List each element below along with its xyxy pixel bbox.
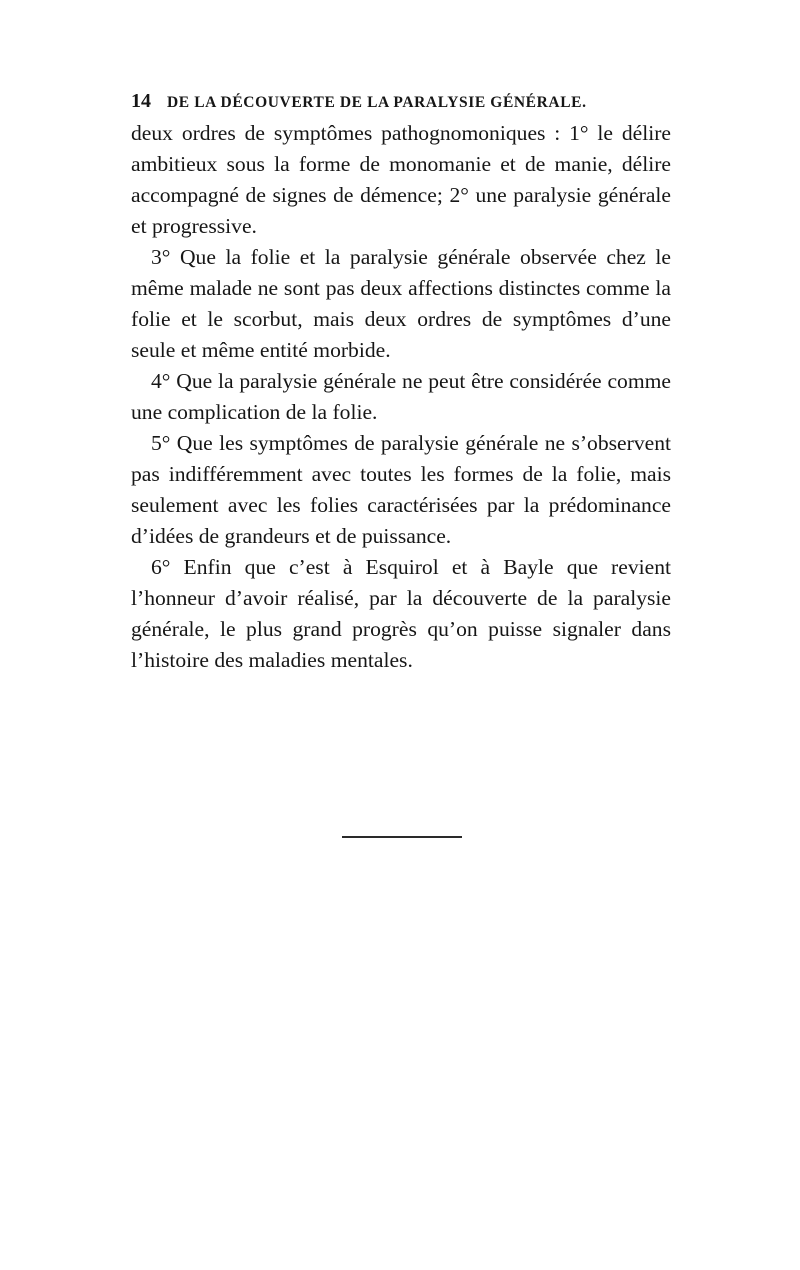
paragraph-point-4: 4° Que la paralysie générale ne peut être considérée comme une complication de la folie.	[131, 369, 671, 424]
paragraph-continuation: deux ordres de symptômes pathognomoniques : 1° le délire ambitieux sous la forme de monomanie et de manie, délire accompagné de signes de démence; 2° une paralysie générale et progressive.	[131, 121, 671, 238]
paragraph-point-5: 5° Que les symptômes de paralysie générale ne s’observent pas indifféremment avec toutes les formes de la folie, mais seulement avec les folies caractérisées par la prédominance d’idées de grandeurs et de puissance.	[131, 431, 671, 548]
body-text	[131, 118, 671, 676]
page-number: 14	[131, 90, 151, 112]
paragraph-point-6: 6° Enfin que c’est à Esquirol et à Bayle que revient l’honneur d’avoir réalisé, par la découverte de la paralysie générale, le plus grand progrès qu’on puisse signaler dans l’histoire des maladies mentales.	[131, 555, 671, 672]
book-page	[131, 90, 671, 676]
running-title: DE LA DÉCOUVERTE DE LA PARALYSIE GÉNÉRALE.	[167, 94, 587, 111]
paragraph-point-3: 3° Que la folie et la paralysie générale observée chez le même malade ne sont pas deux affections distinctes comme la folie et le scorbut, mais deux ordres de symptômes d’une seule et même entité morbide.	[131, 245, 671, 362]
closing-rule	[342, 836, 462, 838]
running-header	[131, 90, 671, 120]
